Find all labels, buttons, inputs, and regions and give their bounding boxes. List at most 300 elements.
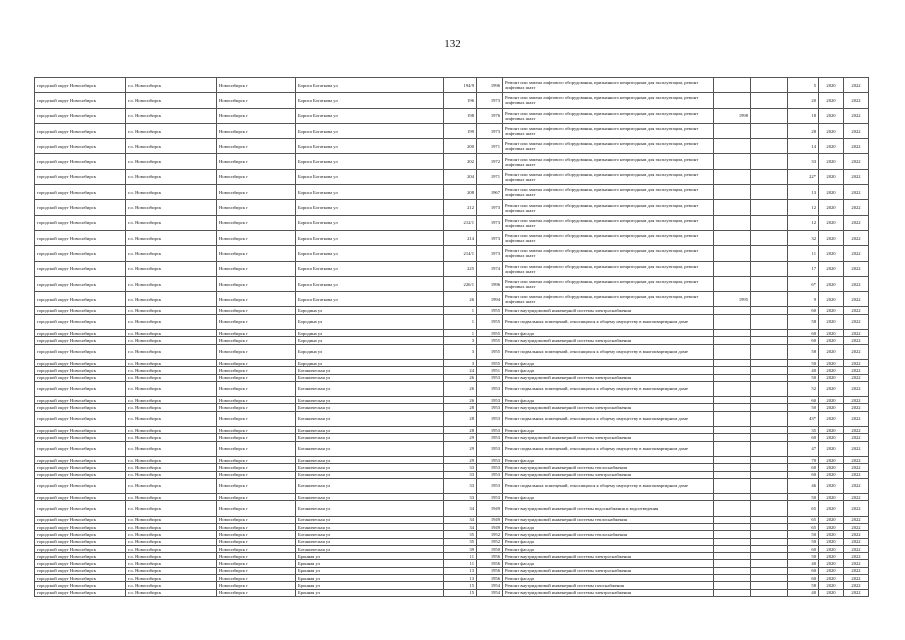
city-district-cell: г.о. Новосибирск [126, 560, 217, 567]
count-cell: 35 [788, 427, 819, 434]
build-year-cell: 1953 [477, 471, 503, 478]
build-year-cell: 1956 [477, 567, 503, 574]
settlement-cell: Новосибирск г [217, 397, 296, 404]
count-cell: 33 [788, 154, 819, 169]
plan-end-year-cell: 2022 [844, 330, 869, 337]
house-number-cell: 11 [444, 560, 477, 567]
municipal-okrug-cell: городской округ Новосибирск [35, 397, 126, 404]
street-cell: Бородина ул [296, 344, 444, 359]
street-cell: Бориса Богаткова ул [296, 169, 444, 184]
municipal-okrug-cell: городской округ Новосибирск [35, 108, 126, 123]
settlement-cell: Новосибирск г [217, 344, 296, 359]
extra-cell [751, 374, 788, 381]
street-cell: Ботаническая ул [296, 494, 444, 501]
build-year-cell: 1953 [477, 441, 503, 456]
build-year-cell: 1954 [477, 589, 503, 596]
settlement-cell: Новосибирск г [217, 78, 296, 93]
plan-start-year-cell: 2020 [819, 276, 844, 291]
prior-repair-year-cell [714, 589, 751, 596]
build-year-cell: 1953 [477, 427, 503, 434]
repair-type-cell: Ремонт фасада [503, 523, 714, 530]
street-cell: Бронная ул [296, 553, 444, 560]
repair-type-cell: Ремонт внутридомовой инженерной системы водоснабжения и водоотведения [503, 501, 714, 516]
count-cell: 40 [788, 589, 819, 596]
repair-type-cell: Ремонт подвальных помещений, относящихся к общему имуществу в многоквартирном доме [503, 441, 714, 456]
count-cell: 60 [788, 471, 819, 478]
table-row [35, 397, 869, 404]
table-row [35, 589, 869, 596]
repair-type-cell: Ремонт фасада [503, 367, 714, 374]
table-row [35, 516, 869, 523]
house-number-cell: 3 [444, 337, 477, 344]
plan-end-year-cell: 2022 [844, 154, 869, 169]
build-year-cell: 1953 [477, 381, 503, 396]
count-cell: 22* [788, 169, 819, 184]
house-number-cell: 15 [444, 589, 477, 596]
settlement-cell: Новосибирск г [217, 246, 296, 261]
street-cell: Ботаническая ул [296, 427, 444, 434]
settlement-cell: Новосибирск г [217, 531, 296, 538]
count-cell: 40 [788, 367, 819, 374]
house-number-cell: 198 [444, 108, 477, 123]
settlement-cell: Новосибирск г [217, 200, 296, 215]
street-cell: Ботаническая ул [296, 456, 444, 463]
plan-start-year-cell: 2020 [819, 93, 844, 108]
repair-type-cell: Ремонт фасада [503, 538, 714, 545]
plan-start-year-cell: 2020 [819, 553, 844, 560]
count-cell: 50 [788, 538, 819, 545]
extra-cell [751, 344, 788, 359]
build-year-cell: 1955 [477, 337, 503, 344]
city-district-cell: г.о. Новосибирск [126, 501, 217, 516]
settlement-cell: Новосибирск г [217, 154, 296, 169]
capital-repair-table [34, 77, 869, 597]
repair-type-cell: Ремонт фасада [503, 359, 714, 366]
repair-type-cell: Ремонт или замена лифтового оборудования, признанного непригодным для эксплуатации, ремонт лифтовых шахт [503, 139, 714, 154]
plan-start-year-cell: 2020 [819, 464, 844, 471]
build-year-cell: 1994 [477, 292, 503, 307]
prior-repair-year-cell [714, 545, 751, 552]
build-year-cell: 1949 [477, 501, 503, 516]
settlement-cell: Новосибирск г [217, 367, 296, 374]
plan-start-year-cell: 2020 [819, 501, 844, 516]
municipal-okrug-cell: городской округ Новосибирск [35, 337, 126, 344]
extra-cell [751, 501, 788, 516]
repair-type-cell: Ремонт внутридомовой инженерной системы электроснабжения [503, 434, 714, 441]
extra-cell [751, 330, 788, 337]
settlement-cell: Новосибирск г [217, 215, 296, 230]
municipal-okrug-cell: городской округ Новосибирск [35, 531, 126, 538]
repair-type-cell: Ремонт фасада [503, 575, 714, 582]
repair-type-cell: Ремонт или замена лифтового оборудования, признанного непригодным для эксплуатации, ремонт лифтовых шахт [503, 78, 714, 93]
plan-start-year-cell: 2020 [819, 108, 844, 123]
plan-start-year-cell: 2020 [819, 434, 844, 441]
plan-end-year-cell: 2022 [844, 261, 869, 276]
repair-type-cell: Ремонт или замена лифтового оборудования, признанного непригодным для эксплуатации, ремонт лифтовых шахт [503, 185, 714, 200]
city-district-cell: г.о. Новосибирск [126, 292, 217, 307]
street-cell: Бронная ул [296, 575, 444, 582]
city-district-cell: г.о. Новосибирск [126, 246, 217, 261]
extra-cell [751, 404, 788, 411]
city-district-cell: г.о. Новосибирск [126, 169, 217, 184]
repair-type-cell: Ремонт внутридомовой инженерной системы теплоснабжения [503, 516, 714, 523]
municipal-okrug-cell: городской округ Новосибирск [35, 471, 126, 478]
plan-end-year-cell: 2022 [844, 292, 869, 307]
count-cell: 50 [788, 374, 819, 381]
plan-end-year-cell: 2022 [844, 456, 869, 463]
extra-cell [751, 434, 788, 441]
count-cell: 60 [788, 575, 819, 582]
municipal-okrug-cell: городской округ Новосибирск [35, 374, 126, 381]
settlement-cell: Новосибирск г [217, 185, 296, 200]
build-year-cell: 1953 [477, 374, 503, 381]
house-number-cell: 35 [444, 538, 477, 545]
table-row [35, 538, 869, 545]
count-cell: 50 [788, 531, 819, 538]
settlement-cell: Новосибирск г [217, 374, 296, 381]
extra-cell [751, 553, 788, 560]
city-district-cell: г.о. Новосибирск [126, 108, 217, 123]
plan-start-year-cell: 2020 [819, 531, 844, 538]
house-number-cell: 202 [444, 154, 477, 169]
count-cell: 60 [788, 545, 819, 552]
municipal-okrug-cell: городской округ Новосибирск [35, 589, 126, 596]
plan-start-year-cell: 2020 [819, 215, 844, 230]
repair-type-cell: Ремонт или замена лифтового оборудования, признанного непригодным для эксплуатации, ремонт лифтовых шахт [503, 246, 714, 261]
settlement-cell: Новосибирск г [217, 441, 296, 456]
street-cell: Ботаническая ул [296, 545, 444, 552]
count-cell: 50 [788, 404, 819, 411]
build-year-cell: 1949 [477, 516, 503, 523]
settlement-cell: Новосибирск г [217, 261, 296, 276]
plan-end-year-cell: 2022 [844, 230, 869, 245]
city-district-cell: г.о. Новосибирск [126, 344, 217, 359]
house-number-cell: 26 [444, 397, 477, 404]
city-district-cell: г.о. Новосибирск [126, 404, 217, 411]
count-cell: 50 [788, 553, 819, 560]
plan-start-year-cell: 2020 [819, 538, 844, 545]
city-district-cell: г.о. Новосибирск [126, 397, 217, 404]
street-cell: Ботаническая ул [296, 434, 444, 441]
plan-end-year-cell: 2022 [844, 93, 869, 108]
plan-start-year-cell: 2020 [819, 545, 844, 552]
street-cell: Ботаническая ул [296, 441, 444, 456]
prior-repair-year-cell [714, 464, 751, 471]
plan-end-year-cell: 2022 [844, 516, 869, 523]
plan-start-year-cell: 2020 [819, 374, 844, 381]
city-district-cell: г.о. Новосибирск [126, 330, 217, 337]
city-district-cell: г.о. Новосибирск [126, 494, 217, 501]
repair-type-cell: Ремонт или замена лифтового оборудования, признанного непригодным для эксплуатации, ремонт лифтовых шахт [503, 215, 714, 230]
house-number-cell: 225 [444, 261, 477, 276]
street-cell: Бориса Богаткова ул [296, 261, 444, 276]
prior-repair-year-cell [714, 139, 751, 154]
city-district-cell: г.о. Новосибирск [126, 545, 217, 552]
settlement-cell: Новосибирск г [217, 589, 296, 596]
street-cell: Бориса Богаткова ул [296, 139, 444, 154]
count-cell: 43* [788, 411, 819, 426]
extra-cell [751, 246, 788, 261]
prior-repair-year-cell [714, 523, 751, 530]
municipal-okrug-cell: городской округ Новосибирск [35, 560, 126, 567]
repair-type-cell: Ремонт или замена лифтового оборудования, признанного непригодным для эксплуатации, ремонт лифтовых шахт [503, 230, 714, 245]
municipal-okrug-cell: городской округ Новосибирск [35, 330, 126, 337]
extra-cell [751, 523, 788, 530]
settlement-cell: Новосибирск г [217, 93, 296, 108]
city-district-cell: г.о. Новосибирск [126, 367, 217, 374]
street-cell: Бориса Богаткова ул [296, 200, 444, 215]
repair-type-cell: Ремонт или замена лифтового оборудования, признанного непригодным для эксплуатации, ремонт лифтовых шахт [503, 276, 714, 291]
plan-end-year-cell: 2022 [844, 314, 869, 329]
table-row [35, 261, 869, 276]
table-row [35, 404, 869, 411]
extra-cell [751, 154, 788, 169]
extra-cell [751, 359, 788, 366]
repair-type-cell: Ремонт или замена лифтового оборудования, признанного непригодным для эксплуатации, ремонт лифтовых шахт [503, 292, 714, 307]
extra-cell [751, 215, 788, 230]
plan-start-year-cell: 2020 [819, 478, 844, 493]
settlement-cell: Новосибирск г [217, 108, 296, 123]
table-row [35, 531, 869, 538]
table-row [35, 344, 869, 359]
count-cell: 14 [788, 139, 819, 154]
prior-repair-year-cell [714, 123, 751, 138]
street-cell: Ботаническая ул [296, 374, 444, 381]
plan-start-year-cell: 2020 [819, 246, 844, 261]
prior-repair-year-cell [714, 307, 751, 314]
table-row [35, 464, 869, 471]
extra-cell [751, 367, 788, 374]
build-year-cell: 1967 [477, 185, 503, 200]
house-number-cell: 3 [444, 344, 477, 359]
build-year-cell: 1956 [477, 560, 503, 567]
table-row [35, 456, 869, 463]
house-number-cell: 200 [444, 139, 477, 154]
municipal-okrug-cell: городской округ Новосибирск [35, 456, 126, 463]
municipal-okrug-cell: городской округ Новосибирск [35, 434, 126, 441]
table-row [35, 523, 869, 530]
extra-cell [751, 397, 788, 404]
city-district-cell: г.о. Новосибирск [126, 276, 217, 291]
repair-type-cell: Ремонт или замена лифтового оборудования, признанного непригодным для эксплуатации, ремонт лифтовых шахт [503, 261, 714, 276]
repair-type-cell: Ремонт подвальных помещений, относящихся к общему имуществу в многоквартирном доме [503, 478, 714, 493]
house-number-cell: 214/1 [444, 246, 477, 261]
plan-end-year-cell: 2022 [844, 246, 869, 261]
repair-type-cell: Ремонт внутридомовой инженерной системы электроснабжения [503, 404, 714, 411]
table-row [35, 276, 869, 291]
house-number-cell: 28 [444, 404, 477, 411]
plan-end-year-cell: 2022 [844, 501, 869, 516]
extra-cell [751, 589, 788, 596]
extra-cell [751, 494, 788, 501]
house-number-cell: 28 [444, 427, 477, 434]
repair-type-cell: Ремонт или замена лифтового оборудования, признанного непригодным для эксплуатации, ремонт лифтовых шахт [503, 200, 714, 215]
repair-type-cell: Ремонт внутридомовой инженерной системы теплоснабжения [503, 531, 714, 538]
count-cell: 17 [788, 261, 819, 276]
house-number-cell: 15 [444, 582, 477, 589]
plan-end-year-cell: 2022 [844, 344, 869, 359]
plan-end-year-cell: 2022 [844, 589, 869, 596]
settlement-cell: Новосибирск г [217, 330, 296, 337]
plan-start-year-cell: 2020 [819, 567, 844, 574]
house-number-cell: 34 [444, 523, 477, 530]
municipal-okrug-cell: городской округ Новосибирск [35, 381, 126, 396]
plan-start-year-cell: 2020 [819, 200, 844, 215]
city-district-cell: г.о. Новосибирск [126, 441, 217, 456]
extra-cell [751, 108, 788, 123]
municipal-okrug-cell: городской округ Новосибирск [35, 230, 126, 245]
house-number-cell: 196 [444, 93, 477, 108]
city-district-cell: г.о. Новосибирск [126, 139, 217, 154]
street-cell: Ботаническая ул [296, 501, 444, 516]
municipal-okrug-cell: городской округ Новосибирск [35, 185, 126, 200]
prior-repair-year-cell [714, 314, 751, 329]
plan-end-year-cell: 2022 [844, 575, 869, 582]
municipal-okrug-cell: городской округ Новосибирск [35, 78, 126, 93]
build-year-cell: 1953 [477, 464, 503, 471]
build-year-cell: 1996 [477, 276, 503, 291]
plan-end-year-cell: 2022 [844, 441, 869, 456]
city-district-cell: г.о. Новосибирск [126, 314, 217, 329]
repair-type-cell: Ремонт фасада [503, 427, 714, 434]
count-cell: 60 [788, 397, 819, 404]
prior-repair-year-cell [714, 516, 751, 523]
street-cell: Ботаническая ул [296, 523, 444, 530]
prior-repair-year-cell [714, 397, 751, 404]
plan-end-year-cell: 2022 [844, 200, 869, 215]
municipal-okrug-cell: городской округ Новосибирск [35, 367, 126, 374]
plan-start-year-cell: 2020 [819, 139, 844, 154]
table-row [35, 560, 869, 567]
plan-end-year-cell: 2022 [844, 276, 869, 291]
city-district-cell: г.о. Новосибирск [126, 523, 217, 530]
repair-type-cell: Ремонт фасада [503, 330, 714, 337]
settlement-cell: Новосибирск г [217, 276, 296, 291]
municipal-okrug-cell: городской округ Новосибирск [35, 516, 126, 523]
street-cell: Ботаническая ул [296, 478, 444, 493]
street-cell: Бородина ул [296, 330, 444, 337]
city-district-cell: г.о. Новосибирск [126, 538, 217, 545]
city-district-cell: г.о. Новосибирск [126, 200, 217, 215]
count-cell: 60 [788, 307, 819, 314]
repair-type-cell: Ремонт внутридомовой инженерной системы теплоснабжения [503, 464, 714, 471]
extra-cell [751, 538, 788, 545]
municipal-okrug-cell: городской округ Новосибирск [35, 307, 126, 314]
settlement-cell: Новосибирск г [217, 501, 296, 516]
prior-repair-year-cell [714, 427, 751, 434]
municipal-okrug-cell: городской округ Новосибирск [35, 464, 126, 471]
house-number-cell: 212 [444, 200, 477, 215]
plan-start-year-cell: 2020 [819, 589, 844, 596]
municipal-okrug-cell: городской округ Новосибирск [35, 441, 126, 456]
plan-start-year-cell: 2020 [819, 330, 844, 337]
extra-cell [751, 456, 788, 463]
plan-end-year-cell: 2022 [844, 545, 869, 552]
house-number-cell: 214 [444, 230, 477, 245]
street-cell: Бронная ул [296, 560, 444, 567]
plan-start-year-cell: 2020 [819, 337, 844, 344]
repair-type-cell: Ремонт внутридомовой инженерной системы электроснабжения [503, 374, 714, 381]
house-number-cell: 39 [444, 545, 477, 552]
plan-end-year-cell: 2022 [844, 108, 869, 123]
count-cell: 58 [788, 344, 819, 359]
repair-type-cell: Ремонт или замена лифтового оборудования, признанного непригодным для эксплуатации, ремонт лифтовых шахт [503, 123, 714, 138]
city-district-cell: г.о. Новосибирск [126, 456, 217, 463]
page-number: 132 [444, 38, 461, 50]
extra-cell [751, 78, 788, 93]
table-row [35, 307, 869, 314]
build-year-cell: 1971 [477, 139, 503, 154]
settlement-cell: Новосибирск г [217, 567, 296, 574]
prior-repair-year-cell [714, 200, 751, 215]
plan-start-year-cell: 2020 [819, 292, 844, 307]
municipal-okrug-cell: городской округ Новосибирск [35, 575, 126, 582]
settlement-cell: Новосибирск г [217, 553, 296, 560]
municipal-okrug-cell: городской округ Новосибирск [35, 411, 126, 426]
build-year-cell: 1973 [477, 230, 503, 245]
prior-repair-year-cell [714, 367, 751, 374]
street-cell: Бронная ул [296, 567, 444, 574]
build-year-cell: 1973 [477, 200, 503, 215]
city-district-cell: г.о. Новосибирск [126, 471, 217, 478]
settlement-cell: Новосибирск г [217, 314, 296, 329]
build-year-cell: 1955 [477, 307, 503, 314]
city-district-cell: г.о. Новосибирск [126, 589, 217, 596]
street-cell: Бориса Богаткова ул [296, 108, 444, 123]
street-cell: Бориса Богаткова ул [296, 215, 444, 230]
repair-type-cell: Ремонт или замена лифтового оборудования, признанного непригодным для эксплуатации, ремонт лифтовых шахт [503, 108, 714, 123]
city-district-cell: г.о. Новосибирск [126, 261, 217, 276]
build-year-cell: 1973 [477, 93, 503, 108]
house-number-cell: 24 [444, 367, 477, 374]
plan-end-year-cell: 2022 [844, 78, 869, 93]
table-row [35, 230, 869, 245]
house-number-cell: 33 [444, 471, 477, 478]
count-cell: 46 [788, 478, 819, 493]
house-number-cell: 11 [444, 553, 477, 560]
count-cell: 47 [788, 441, 819, 456]
municipal-okrug-cell: городской округ Новосибирск [35, 359, 126, 366]
settlement-cell: Новосибирск г [217, 381, 296, 396]
city-district-cell: г.о. Новосибирск [126, 478, 217, 493]
plan-end-year-cell: 2022 [844, 185, 869, 200]
municipal-okrug-cell: городской округ Новосибирск [35, 545, 126, 552]
plan-end-year-cell: 2022 [844, 478, 869, 493]
table-row [35, 330, 869, 337]
street-cell: Бориса Богаткова ул [296, 276, 444, 291]
municipal-okrug-cell: городской округ Новосибирск [35, 478, 126, 493]
municipal-okrug-cell: городской округ Новосибирск [35, 427, 126, 434]
plan-end-year-cell: 2022 [844, 538, 869, 545]
count-cell: 5 [788, 78, 819, 93]
municipal-okrug-cell: городской округ Новосибирск [35, 538, 126, 545]
municipal-okrug-cell: городской округ Новосибирск [35, 261, 126, 276]
plan-end-year-cell: 2022 [844, 523, 869, 530]
house-number-cell: 26 [444, 292, 477, 307]
street-cell: Ботаническая ул [296, 464, 444, 471]
table-row [35, 108, 869, 123]
settlement-cell: Новосибирск г [217, 359, 296, 366]
count-cell: 60 [788, 464, 819, 471]
street-cell: Ботаническая ул [296, 404, 444, 411]
municipal-okrug-cell: городской округ Новосибирск [35, 494, 126, 501]
repair-type-cell: Ремонт внутридомовой инженерной системы электроснабжения [503, 307, 714, 314]
settlement-cell: Новосибирск г [217, 494, 296, 501]
plan-end-year-cell: 2022 [844, 307, 869, 314]
settlement-cell: Новосибирск г [217, 337, 296, 344]
city-district-cell: г.о. Новосибирск [126, 381, 217, 396]
extra-cell [751, 441, 788, 456]
